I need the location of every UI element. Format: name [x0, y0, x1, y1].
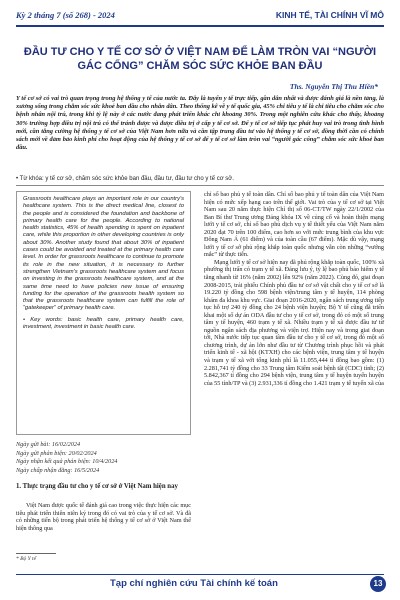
issue-label: Kỳ 2 tháng 7 (số 268) - 2024: [16, 10, 115, 20]
date-submitted: Ngày gửi bài: 16/02/2024: [16, 441, 81, 448]
footnote: * Bộ Y tế: [16, 556, 37, 562]
paragraph: chỉ số bao phủ y tế toàn dân. Chỉ số bao phủ y tế toàn dân của Việt Nam hiện có mức xếp hạng cao trên thế giới. Vai trò của y tế cơ sở tại Việt Nam sau 20 năm thực hiện Chỉ thị số 06-CT/TW ngày 22/1/2002 của Ban Bí thư Trung ương Đảng khóa IX về củng cố và hoàn thiện mạng lưới y tế cơ sở, chỉ số bao phủ dịch vụ y tế thiết yếu của Việt Nam năm 2020 đạt 70 trên 100 điểm, cao hơn so với mức trung bình của khu vực Đông Nam Á (61 điểm) và của toàn cầu (67 điểm). Mặc dù vậy, mạng lưới y tế cơ sở phủ rộng khắp toàn quốc nhưng vẫn còn những “vướng mắc” từ thực tiễn.: [204, 191, 384, 259]
abstract-vietnamese: Y tế cơ sở có vai trò quan trọng trong hệ thống y tế của nước ta. Đây là tuyến y tế trực tiếp, gần dân nhất và được đánh giá là nền tảng, là xương sống trong chăm sóc sức khoẻ ban đầu cho nhân dân. Theo thống kê về y tế quốc gia, 45% chi tiêu y tế là chi tiêu cho chăm sóc cho bệnh nhân nội trú, trong khi tỷ lệ này ở các nước đang phát triển khác chỉ khoảng 30%. Trong một nghiên cứu khác cho thấy, khoảng 30% trường hợp điều trị nội trú có thể tránh được và được điều trị ở cấp y tế cơ sở. Để y tế cơ sở tiếp tục phát huy vai trò trong tình hình mới, cần tăng cường hệ thống y tế cơ sở của Việt Nam hơn nữa và cần tập trung đầu tư vào hệ thống y tế cơ sở, đồng thời cần có chính sách mới về đảm bảo kinh phí cho hoạt động của hệ thống y tế cơ sở để y tế cơ sở làm tròn vai “người gác cổng” chăm sóc sức khoẻ ban đầu.: [16, 95, 384, 152]
author-name: Ths. Nguyễn Thị Thu Hiền*: [289, 82, 378, 91]
section-label: KINH TẾ, TÀI CHÍNH VĨ MÔ: [275, 10, 384, 20]
footnote-rule: [16, 553, 56, 554]
paragraph: Mạng lưới y tế cơ sở hiện nay đã phủ rộng khắp toàn quốc, 100% xã phường thị trấn có trạm y tế xã. Đáng lưu ý, tỷ lệ bao phủ bảo hiểm y tế tăng nhanh từ 16% (năm 2002) lên 92% (năm 2022). Cùng đó, giai đoạn 2008-2015, trải phiếu Chính phủ đầu tư cơ sở vật chất cho y tế cơ sở là 19.220 tỷ đồng cho 598 bệnh viện/trung tâm y tế huyện, 114 phòng khám đa khoa khu vực. Giai đoạn 2016-2020, ngân sách trung ương tiếp tục hỗ trợ 240 tỷ đồng cho 24 bệnh viện huyện; Bộ Y tế cũng đã triển khai một số dự án ODA đầu tư cho y tế cơ sở, trong đó có một số trung tâm y tế huyện, 460 trạm y tế xã. Nhiều trạm y tế xã được đầu tư từ nguồn ngân sách địa phương và viện trợ. Hiện nay và trong giai đoạn tới, Nhà nước tiếp tục quan tâm đầu tư cho y tế cơ sở, trong đó một số chương trình, dự án lớn như đầu tư từ Chương trình phục hồi và phát triển kinh tế - xã hội (KTXH) cho các bệnh viện, trung tâm y tế huyện và trạm y tế xã với tổng kinh phí là 11.055,444 tỉ đồng bao gồm: (1) 2.281,741 tỷ đồng cho 33 Trung tâm Kiểm soát bệnh tật (CDC) tỉnh; (2) 5.842,367 tỉ đồng cho 294 bệnh viện, trung tâm y tế huyện tuyến huyện của 55 tỉnh/TP và (3) 2.931,336 tỉ đồng cho 1.421 trạm y tế tuyến xã của: [204, 258, 384, 387]
paragraph: Việt Nam được quốc tế đánh giá cao trong việc thực hiện các mục tiêu phát triển thiên niên kỷ trong đó có vai trò của y tế cơ sở. Và đã có những tiến bộ trong phát triển hệ thống y tế cơ sở ở Việt Nam thể hiện thông qua: [16, 502, 191, 532]
submission-dates: [16, 441, 191, 475]
journal-name: Tạp chí nghiên cứu Tài chính kế toán: [110, 578, 278, 589]
english-abstract-box: [16, 191, 191, 435]
keywords-vietnamese: • Từ khóa: y tế cơ sở, chăm sóc sức khỏe ban đầu, đầu tư, đầu tư cho y tế cơ sở.: [16, 176, 234, 182]
abstract-english: Grassroots healthcare plays an important role in our country's healthcare system. This is the direct medical line, closest to the people and is considered the foundation and backbone of primary health care for the people. According to national health statistics, 45% of health spending is spent on inpatient care, while this proportion in other developing countries is only about 30%. Another study found that about 30% of inpatient cases could be avoided and treated at the primary health care level. In order for grassroots healthcare to continue to promote its role in the new situation, it is necessary to further strengthen Vietnam's grassroots healthcare system and focus on investing in the grassroots healthcare system, and at the same time need to have policies new issue of ensuring funding for the operation of the grassroots health system so that the grassroots healthcare system can fulfill the role of “gatekeeper” of primary health care.: [23, 196, 184, 312]
header-rule: [16, 25, 384, 27]
footer-rule: [16, 574, 384, 575]
abstract-divider: [16, 185, 384, 186]
date-review-result: Ngày nhận kết quả phản biện: 10/4/2024: [16, 458, 118, 465]
section-heading: 1. Thực trạng đầu tư cho y tế cơ sở ở Việt Nam hiện nay: [16, 483, 178, 490]
right-column-body: [204, 191, 384, 387]
page-number: 13: [370, 576, 386, 592]
article-title: ĐẦU TƯ CHO Y TẾ CƠ SỞ Ở VIỆT NAM ĐỂ LÀM TRÒN VAI “NGƯỜI GÁC CỔNG” CHĂM SÓC SỨC KHỎE BAN ĐẦU: [23, 46, 377, 72]
keywords-english: • Key words: basic health care, primary health care, investment, investment in basic health care.: [23, 316, 184, 331]
left-column-body: [16, 502, 191, 532]
date-accepted: Ngày chấp nhận đăng: 16/5/2024: [16, 466, 100, 474]
date-sent-review: Ngày gửi phản biện: 20/02/2024: [16, 449, 97, 457]
